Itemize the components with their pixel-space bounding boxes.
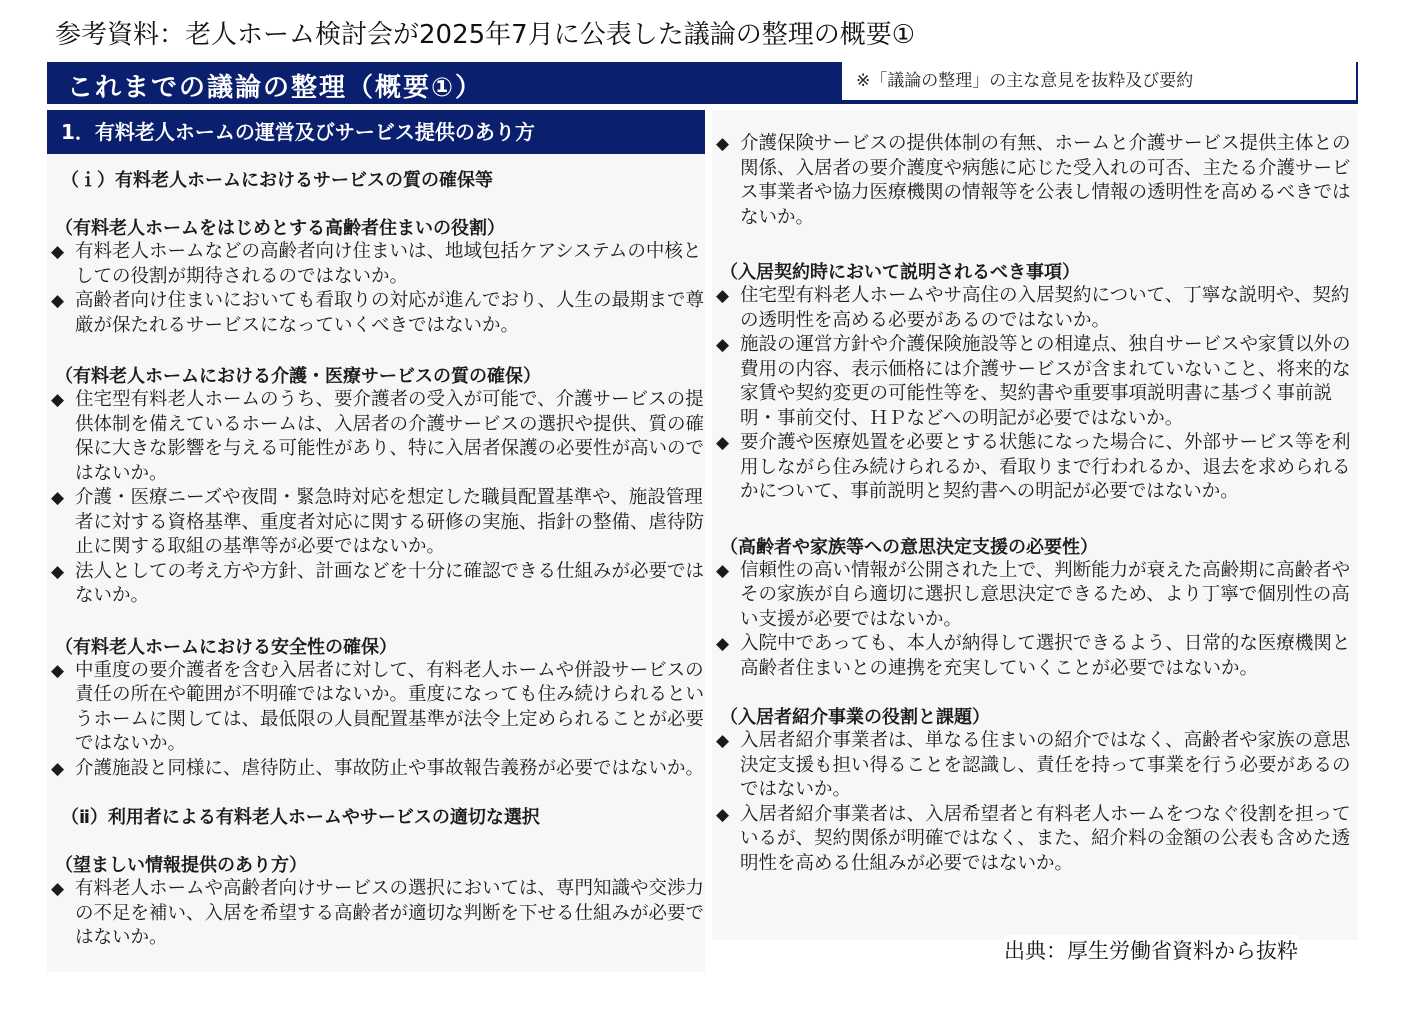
category-heading: （入居者紹介事業の役割と課題）	[720, 707, 990, 728]
diamond-bullet-icon: ◆	[51, 879, 65, 899]
diamond-bullet-icon: ◆	[51, 291, 65, 311]
bullet-item: ◆ 法人としての考え方や方針、計画などを十分に確認できる仕組みが必要ではないか。	[47, 560, 705, 609]
diamond-bullet-icon: ◆	[716, 731, 730, 751]
page-title: 参考資料：老人ホーム検討会が2025年7月に公表した議論の整理の概要①	[55, 20, 916, 50]
diamond-bullet-icon: ◆	[716, 560, 730, 581]
diamond-bullet-icon: ◆	[51, 660, 65, 681]
banner	[47, 62, 1358, 104]
diamond-bullet-icon: ◆	[716, 134, 730, 154]
category-heading: （高齢者や家族等への意思決定支援の必要性）	[720, 536, 1098, 558]
bullet-item: ◆ 入居者紹介事業者は、単なる住まいの紹介ではなく、高齢者や家族の意思決定支援も担い得ることを認識し、責任を持って事業を行う必要があるのではないか。	[712, 729, 1358, 803]
bullet-item: ◆ 入院中であっても、本人が納得して選択できるよう、日常的な医療機関と高齢者住まいとの連携を充実していくことが必要ではないか。	[712, 632, 1358, 681]
bullet-item: ◆ 介護施設と同様に、虐待防止、事故防止や事故報告義務が必要ではないか。	[47, 757, 705, 782]
right-column	[712, 110, 1358, 940]
bullet-item: ◆ 有料老人ホームや高齢者向けサービスの選択においては、専門知識や交渉力の不足を補い、入居を希望する高齢者が適切な判断を下せる仕組みが必要ではないか。	[47, 877, 705, 951]
category-heading: （入居契約時において説明されるべき事項）	[720, 262, 1080, 283]
bullet-item: ◆ 住宅型有料老人ホームやサ高住の入居契約について、丁寧な説明や、契約の透明性を高める必要があるのではないか。	[712, 284, 1358, 333]
category-heading: （望ましい情報提供のあり方）	[55, 855, 307, 876]
left-column	[47, 110, 705, 972]
source-citation: 出典：厚生労働省資料から抜粋	[1004, 935, 1298, 965]
diamond-bullet-icon: ◆	[716, 286, 730, 306]
diamond-bullet-icon: ◆	[51, 561, 65, 582]
bullet-item: ◆ 住宅型有料老人ホームのうち、要介護者の受入が可能で、介護サービスの提供体制を備えているホームは、入居者の介護サービスの選択や提供、質の確保に大きな影響を与える可能性があり、特に入居者保護の必要性が高いのではないか。	[47, 388, 705, 486]
bullet-item: ◆ 高齢者向け住まいにおいても看取りの対応が進んでおり、人生の最期まで尊厳が保たれるサービスになっていくべきではないか。	[47, 289, 705, 338]
category-heading: （有料老人ホームにおける介護・医療サービスの質の確保）	[55, 366, 541, 387]
bullet-item: ◆ 施設の運営方針や介護保険施設等との相違点、独自サービスや家賃以外の費用の内容、表示価格には介護サービスが含まれていないこと、将来的な家賃や契約変更の可能性等を、契約書や重要事項説明書に基づく事前説明・事前交付、ＨＰなどへの明記が必要ではないか。	[712, 333, 1358, 431]
bullet-item: ◆ 介護・医療ニーズや夜間・緊急時対応を想定した職員配置基準や、施設管理者に対する資格基準、重度者対応に関する研修の実施、指針の整備、虐待防止に関する取組の基準等が必要ではないか。	[47, 486, 705, 560]
diamond-bullet-icon: ◆	[716, 433, 730, 453]
diamond-bullet-icon: ◆	[51, 758, 65, 779]
banner-note: ※「議論の整理」の主な意見を抜粋及び要約	[842, 62, 1356, 100]
subsection-heading-ii: （ⅱ）利用者による有料老人ホームやサービスの適切な選択	[61, 807, 540, 828]
diamond-bullet-icon: ◆	[716, 804, 730, 825]
bullet-item: ◆ 要介護や医療処置を必要とする状態になった場合に、外部サービス等を利用しながら住み続けられるか、看取りまで行われるか、退去を求められるかについて、事前説明と契約書への明記が必要ではないか。	[712, 431, 1358, 505]
banner-title: これまでの議論の整理（概要①）	[67, 73, 484, 103]
bullet-item: ◆ 信頼性の高い情報が公開された上で、判断能力が衰えた高齢期に高齢者やその家族が自ら適切に選択し意思決定できるため、より丁寧で個別性の高い支援が必要ではないか。	[712, 559, 1358, 633]
diamond-bullet-icon: ◆	[51, 242, 65, 262]
bullet-item: ◆ 入居者紹介事業者は、入居希望者と有料老人ホームをつなぐ役割を担っているが、契約関係が明確ではなく、また、紹介料の金額の公表も含めた透明性を高める仕組みが必要ではないか。	[712, 803, 1358, 877]
bullet-item: ◆ 介護保険サービスの提供体制の有無、ホームと介護サービス提供主体との関係、入居者の要介護度や病態に応じた受入れの可否、主たる介護サービス事業者や協力医療機関の情報等を公表し情報の透明性を高めるべきではないか。	[712, 132, 1358, 230]
diamond-bullet-icon: ◆	[716, 634, 730, 654]
bullet-item: ◆ 有料老人ホームなどの高齢者向け住まいは、地域包括ケアシステムの中核としての役割が期待されるのではないか。	[47, 240, 705, 289]
diamond-bullet-icon: ◆	[716, 335, 730, 355]
category-heading: （有料老人ホームをはじめとする高齢者住まいの役割）	[55, 218, 505, 239]
bullet-item: ◆ 中重度の要介護者を含む入居者に対して、有料老人ホームや併設サービスの責任の所在や範囲が不明確ではないか。重度になっても住み続けられるというホームに関しては、最低限の人員配置基準が法令上定められることが必要ではないか。	[47, 659, 705, 757]
subsection-heading-i: （ｉ）有料老人ホームにおけるサービスの質の確保等	[61, 170, 493, 191]
section-title: 1．有料老人ホームの運営及びサービス提供のあり方	[47, 110, 705, 154]
diamond-bullet-icon: ◆	[51, 488, 65, 508]
category-heading: （有料老人ホームにおける安全性の確保）	[55, 636, 397, 658]
diamond-bullet-icon: ◆	[51, 390, 65, 410]
